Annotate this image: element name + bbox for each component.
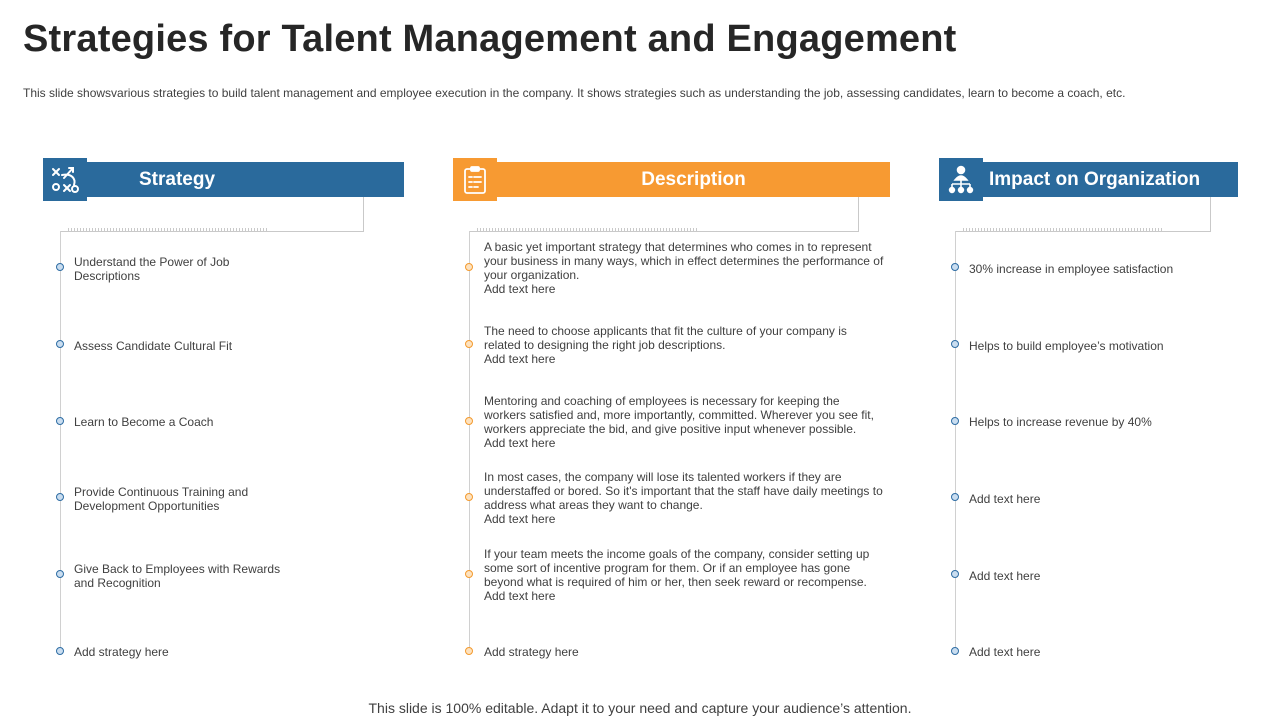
strategy-bracket xyxy=(61,197,364,232)
strategy-bullet xyxy=(56,417,64,425)
description-timeline xyxy=(469,231,470,651)
impact-dashed-rule xyxy=(963,228,1163,232)
impact-item: Helps to increase revenue by 40% xyxy=(969,415,1152,429)
strategy-header xyxy=(87,162,404,197)
impact-bullet xyxy=(951,647,959,655)
description-bullet xyxy=(465,570,473,578)
strategy-bullet xyxy=(56,493,64,501)
impact-timeline xyxy=(955,231,956,651)
description-dashed-rule xyxy=(477,228,697,232)
impact-bullet xyxy=(951,493,959,501)
strategy-item: Provide Continuous Training and Development Opportunities xyxy=(74,485,249,513)
impact-item: Helps to build employee’s motivation xyxy=(969,339,1164,353)
impact-header xyxy=(983,162,1238,197)
impact-bracket xyxy=(956,197,1211,232)
description-bullet xyxy=(465,263,473,271)
description-item: A basic yet important strategy that determines who comes in to represent your business in many ways, which in effect determines the performance of your organization. Add text here xyxy=(484,240,884,296)
strategy-bullet xyxy=(56,647,64,655)
description-bullet xyxy=(465,340,473,348)
description-bullet xyxy=(465,647,473,655)
description-header xyxy=(497,162,890,197)
strategy-item: Learn to Become a Coach xyxy=(74,415,214,429)
strategy-item: Give Back to Employees with Rewards and Recognition xyxy=(74,562,281,590)
description-item: In most cases, the company will lose its talented workers if they are understaffed or bored. So it's important that the staff have daily meetings to address what areas they want to change. Add text here xyxy=(484,470,883,526)
strategy-item: Understand the Power of Job Descriptions xyxy=(74,255,230,283)
impact-bullet xyxy=(951,417,959,425)
strategy-header-label: Strategy xyxy=(139,168,216,190)
strategy-bullet xyxy=(56,263,64,271)
footer-note: This slide is 100% editable. Adapt it to your need and capture your audience’s attention. xyxy=(368,700,912,716)
impact-item: Add text here xyxy=(969,569,1041,583)
impact-bullet xyxy=(951,263,959,271)
impact-item: 30% increase in employee satisfaction xyxy=(969,262,1174,276)
strategy-timeline xyxy=(60,231,61,651)
description-item: The need to choose applicants that fit the culture of your company is related to designing the right job descriptions. Add text here xyxy=(484,324,847,366)
org-hierarchy-icon xyxy=(939,158,983,201)
strategy-item: Assess Candidate Cultural Fit xyxy=(74,339,233,353)
page-title: Strategies for Talent Management and Engagement xyxy=(23,18,957,60)
strategy-item: Add strategy here xyxy=(74,645,169,659)
clipboard-icon xyxy=(453,158,497,201)
impact-column xyxy=(939,158,1239,678)
impact-item: Add text here xyxy=(969,492,1041,506)
strategy-dashed-rule xyxy=(68,228,268,232)
description-item: If your team meets the income goals of the company, consider setting up some sort of incentive program for them. Or if an employee has gone beyond what is required of him or her, then seek reward or recompense. Add text here xyxy=(484,547,870,603)
impact-item: Add text here xyxy=(969,645,1041,659)
strategy-play-icon xyxy=(43,158,87,201)
impact-bullet xyxy=(951,340,959,348)
strategy-bullet xyxy=(56,570,64,578)
strategy-column xyxy=(43,158,408,678)
impact-bullet xyxy=(951,570,959,578)
description-header-label: Description xyxy=(641,168,746,190)
page-subtitle: This slide showsvarious strategies to build talent management and employee execution in the company. It shows strategies such as understanding the job, assessing candidates, learn to become a coach, etc. xyxy=(23,86,1126,100)
description-item: Add strategy here xyxy=(484,645,579,659)
description-bracket xyxy=(470,197,859,232)
strategy-bullet xyxy=(56,340,64,348)
impact-header-label: Impact on Organization xyxy=(989,168,1201,190)
description-bullet xyxy=(465,417,473,425)
description-bullet xyxy=(465,493,473,501)
description-column xyxy=(453,158,893,678)
description-item: Mentoring and coaching of employees is necessary for keeping the workers satisfied and, more importantly, committed. Wherever you see fit, workers appreciate the bid, and give positive input whenever possible. Add text here xyxy=(484,394,874,450)
